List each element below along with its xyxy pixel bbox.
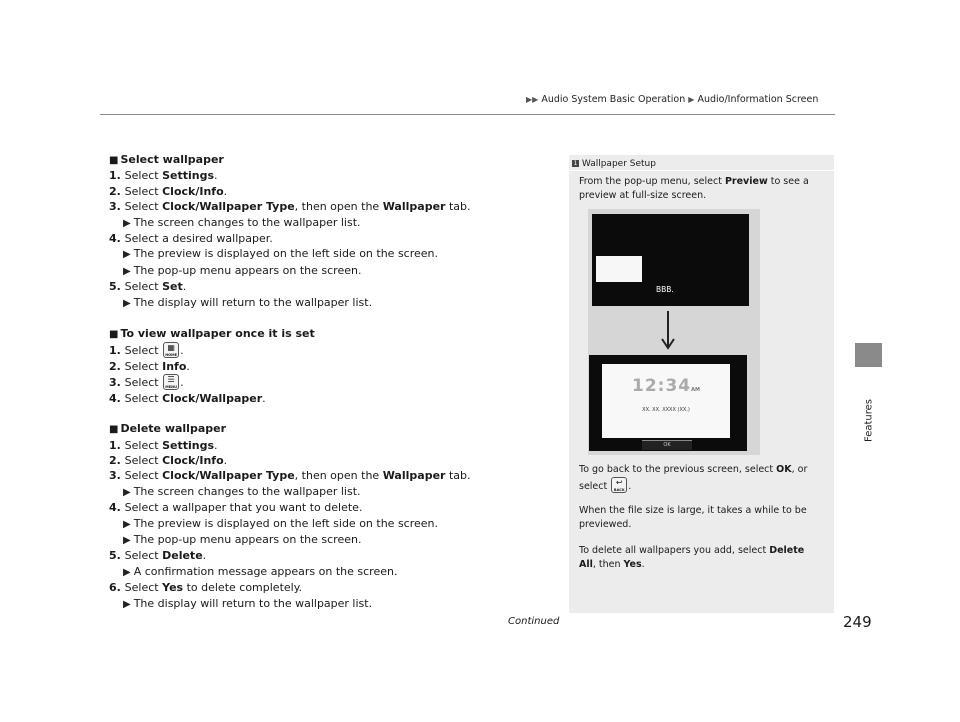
note-divider [569, 170, 834, 171]
breadcrumb-item: Audio System Basic Operation [541, 94, 686, 105]
popup-menu [596, 256, 642, 282]
step-result: ▶ The display will return to the wallpaper list. [123, 596, 373, 610]
back-icon: ↩ BACK [611, 477, 627, 493]
square-bullet-icon: ■ [109, 155, 119, 166]
section-view-wallpaper [109, 326, 549, 406]
clock-date: XX. XX. XXXX (XX.) [642, 407, 690, 413]
clock-display [602, 364, 730, 438]
step-item: 4. Select a wallpaper that you want to delete. [109, 501, 363, 515]
down-arrow-icon [658, 309, 678, 351]
step-result: ▶ The preview is displayed on the left side on the screen. [123, 247, 439, 261]
section-delete-wallpaper [109, 421, 549, 612]
step-item: 3. Select Clock/Wallpaper Type, then open the Wallpaper tab. [109, 200, 471, 214]
step-result: ▶ The screen changes to the wallpaper list. [123, 215, 361, 229]
step-item: 2. Select Clock/Info. [109, 184, 228, 198]
note-heading-text: Wallpaper Setup [581, 159, 656, 169]
breadcrumb-arrow-icon: ▶ [688, 95, 695, 104]
note-paragraph: When the file size is large, it takes a while to be previewed. [579, 505, 807, 530]
chapter-label: Features [863, 399, 875, 443]
breadcrumb-item: Audio/Information Screen [697, 94, 819, 105]
note-paragraph: To go back to the previous screen, select OK, or select ↩ BACK . [579, 464, 808, 492]
step-item: 4. Select Clock/Wallpaper. [109, 391, 266, 405]
continued-label: Continued [508, 616, 560, 627]
result-arrow-icon: ▶ [123, 265, 131, 277]
step-item: 1. Select ▦ HOME . [109, 343, 184, 358]
step-item: 5. Select Delete. [109, 549, 207, 563]
step-item: 3. Select ☰ MENU . [109, 375, 184, 390]
section-title: ■ Delete wallpaper [109, 422, 227, 436]
full-size-preview-screen [589, 355, 747, 451]
step-item: 3. Select Clock/Wallpaper Type, then open the Wallpaper tab. [109, 469, 471, 483]
home-icon: ▦ HOME [163, 342, 179, 358]
note-flag-icon: 1 [573, 160, 578, 167]
wallpaper-illustration [588, 209, 760, 455]
section-title: ■ To view wallpaper once it is set [109, 327, 315, 341]
step-result: ▶ The display will return to the wallpaper list. [123, 295, 373, 309]
square-bullet-icon: ■ [109, 424, 119, 436]
preview-screen [592, 214, 749, 306]
result-arrow-icon: ▶ [123, 566, 131, 578]
result-arrow-icon: ▶ [123, 598, 131, 610]
note-box [569, 155, 834, 613]
square-bullet-icon: ■ [109, 329, 119, 341]
result-arrow-icon: ▶ [123, 297, 131, 309]
result-arrow-icon: ▶ [123, 217, 131, 229]
note-paragraph: To delete all wallpapers you add, select Delete All, then Yes. [579, 545, 805, 570]
section-title: ■ Select wallpaper [109, 153, 224, 166]
step-item: 1. Select Settings. [109, 169, 218, 183]
preview-label: BBB. [656, 285, 674, 294]
section-select-wallpaper [109, 152, 549, 311]
ok-button: OK [642, 440, 692, 450]
step-result: ▶ The screen changes to the wallpaper list. [123, 484, 361, 498]
step-result: ▶ The pop-up menu appears on the screen. [123, 532, 362, 546]
step-item: 2. Select Clock/Info. [109, 453, 228, 467]
breadcrumb [526, 94, 818, 105]
step-item: 1. Select Settings. [109, 438, 218, 452]
result-arrow-icon: ▶ [123, 534, 131, 546]
menu-icon: ☰ MENU [163, 374, 179, 390]
clock-time: 12:34AM [632, 376, 700, 396]
step-item: 4. Select a desired wallpaper. [109, 232, 273, 246]
note-paragraph: From the pop-up menu, select Preview to see a preview at full-size screen. [579, 176, 809, 201]
result-arrow-icon: ▶ [123, 486, 131, 498]
step-item: 2. Select Info. [109, 359, 190, 373]
header-divider [100, 114, 835, 115]
page-number: 249 [843, 613, 872, 631]
step-result: ▶ The pop-up menu appears on the screen. [123, 263, 362, 277]
result-arrow-icon: ▶ [123, 249, 131, 261]
step-result: ▶ A confirmation message appears on the screen. [123, 564, 398, 578]
step-item: 6. Select Yes to delete completely. [109, 581, 303, 595]
chapter-tab-marker [855, 343, 882, 367]
step-item: 5. Select Set. [109, 280, 187, 294]
step-result: ▶ The preview is displayed on the left side on the screen. [123, 516, 439, 530]
result-arrow-icon: ▶ [123, 518, 131, 530]
main-content [109, 152, 549, 612]
breadcrumb-arrow-icon: ▶▶ [526, 95, 539, 104]
